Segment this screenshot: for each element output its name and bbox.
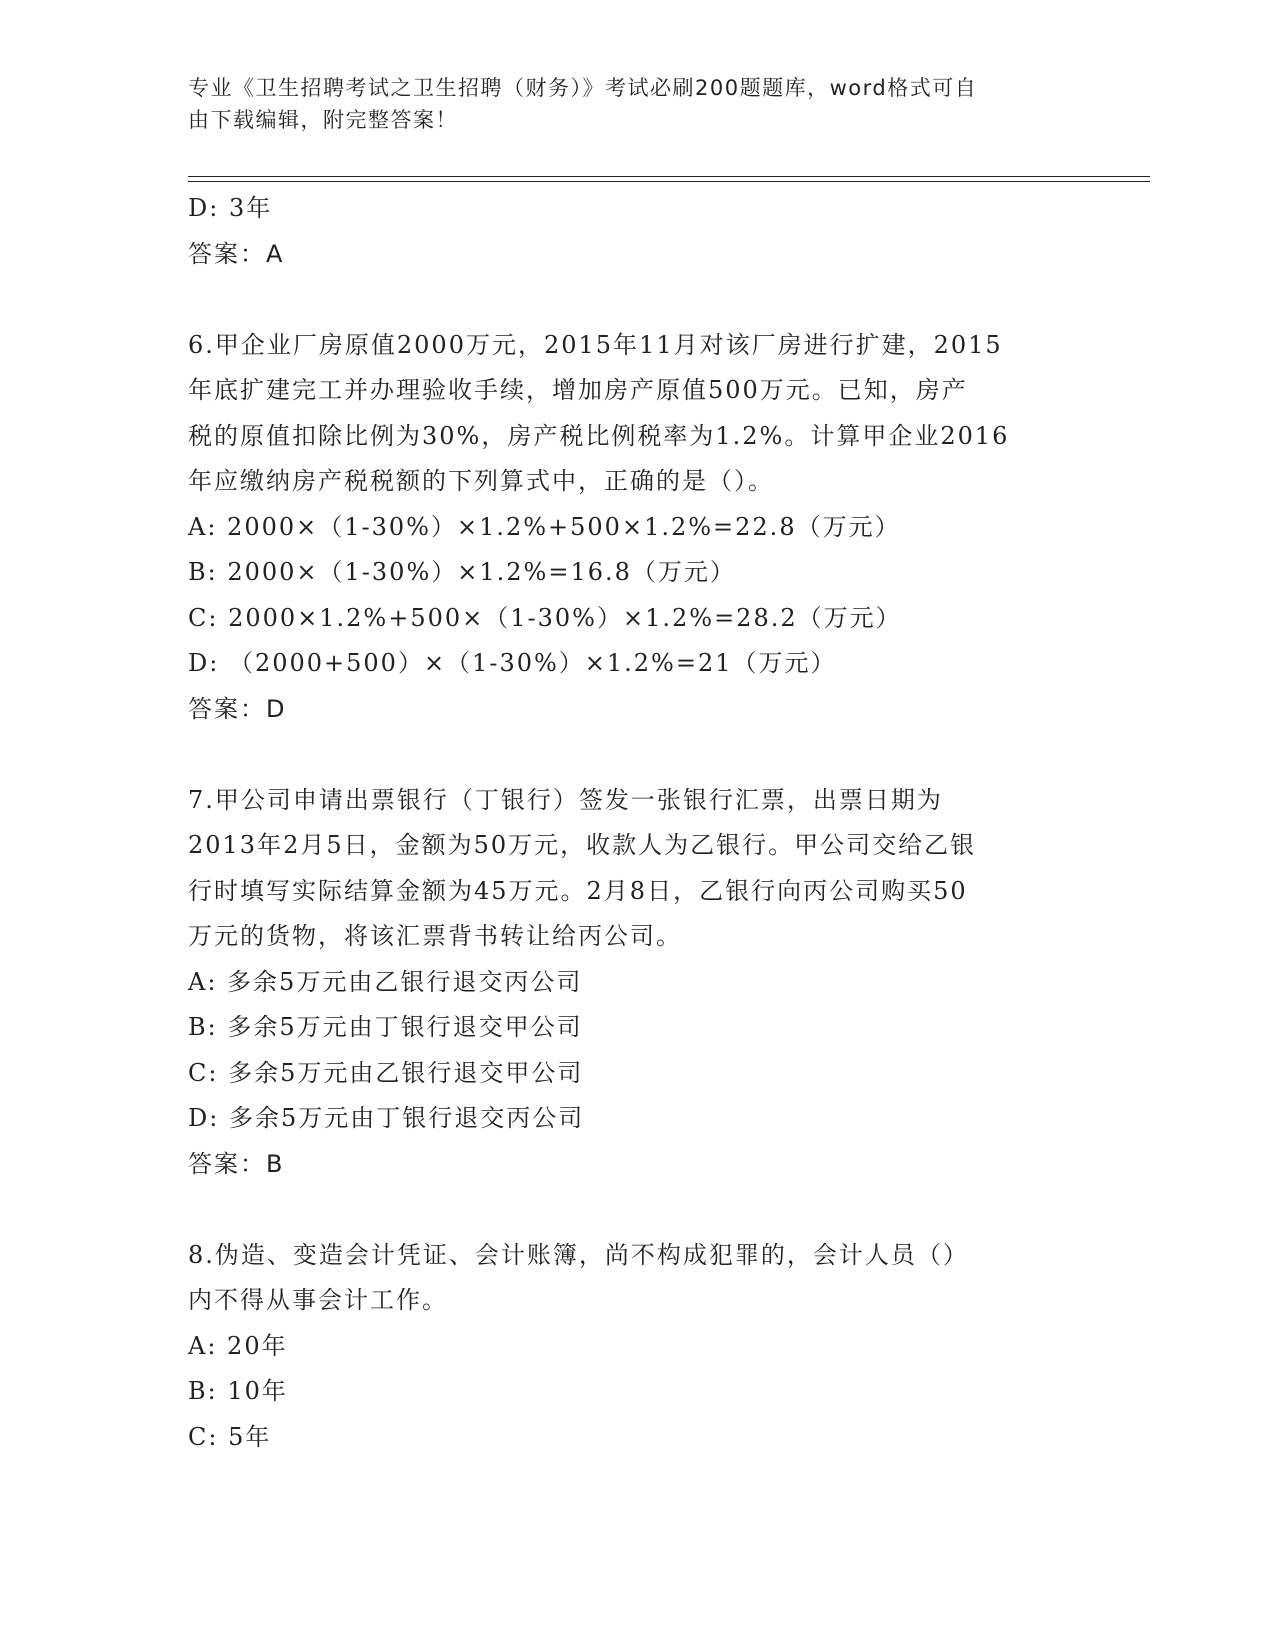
question-6	[188, 323, 1088, 733]
header-line-2: 由下载编辑，附完整答案！	[188, 108, 458, 132]
spacer	[188, 277, 1088, 323]
question-8-text-line: 内不得从事会计工作。	[188, 1286, 448, 1314]
question-6-option-c: C: 2000×1.2%+500×（1-30%）×1.2%=28.2（万元）	[188, 603, 902, 632]
question-7-text-line: 行时填写实际结算金额为45万元。2月8日，乙银行向丙公司购买50	[188, 876, 968, 905]
prev-option-d: D: 3年	[188, 194, 273, 222]
question-7	[188, 778, 1088, 1188]
question-8	[188, 1233, 1088, 1461]
question-7-option-d: D: 多余5万元由丁银行退交丙公司	[188, 1104, 585, 1132]
question-8-option-c: C: 5年	[188, 1422, 272, 1451]
question-7-text-line: 万元的货物，将该汇票背书转让给丙公司。	[188, 922, 682, 950]
question-7-option-b: B: 多余5万元由丁银行退交甲公司	[188, 1013, 583, 1041]
spacer	[188, 1187, 1088, 1233]
question-6-option-a: A: 2000×（1-30%）×1.2%+500×1.2%=22.8（万元）	[188, 512, 901, 541]
question-6-text-line: 年应缴纳房产税税额的下列算式中，正确的是（）。	[188, 467, 774, 495]
question-7-text-line: 7.甲公司申请出票银行（丁银行）签发一张银行汇票，出票日期为	[188, 785, 943, 814]
question-6-text-line: 年底扩建完工并办理验收手续，增加房产原值500万元。已知，房产	[188, 376, 968, 404]
question-6-option-d: D: （2000+500）×（1-30%）×1.2%=21（万元）	[188, 649, 837, 677]
spacer	[188, 732, 1088, 778]
header-rule-bottom	[188, 181, 1150, 182]
question-7-option-a: A: 多余5万元由乙银行退交丙公司	[188, 967, 583, 996]
question-7-text-line: 2013年2月5日，金额为50万元，收款人为乙银行。甲公司交给乙银	[188, 831, 977, 859]
question-8-option-a: A: 20年	[188, 1331, 288, 1360]
prev-answer: 答案：A	[188, 239, 285, 268]
document-body	[188, 186, 1088, 1460]
question-8-option-b: B: 10年	[188, 1377, 288, 1405]
question-7-option-c: C: 多余5万元由乙银行退交甲公司	[188, 1058, 584, 1087]
question-6-answer: 答案：D	[188, 694, 287, 723]
question-8-text-line: 8.伪造、变造会计凭证、会计账簿，尚不构成犯罪的，会计人员（）	[188, 1240, 969, 1269]
question-6-option-b: B: 2000×（1-30%）×1.2%=16.8（万元）	[188, 558, 736, 586]
document-header	[188, 72, 1068, 136]
header-rule-top	[188, 176, 1150, 177]
question-6-text-line: 6.甲企业厂房原值2000万元，2015年11月对该厂房进行扩建，2015	[188, 330, 1003, 359]
header-line-1: 专业《卫生招聘考试之卫生招聘（财务）》考试必刷200题题库，word格式可自	[188, 76, 978, 100]
question-7-answer: 答案：B	[188, 1149, 285, 1178]
question-6-text-line: 税的原值扣除比例为30%，房产税比例税率为1.2%。计算甲企业2016	[188, 421, 1010, 450]
